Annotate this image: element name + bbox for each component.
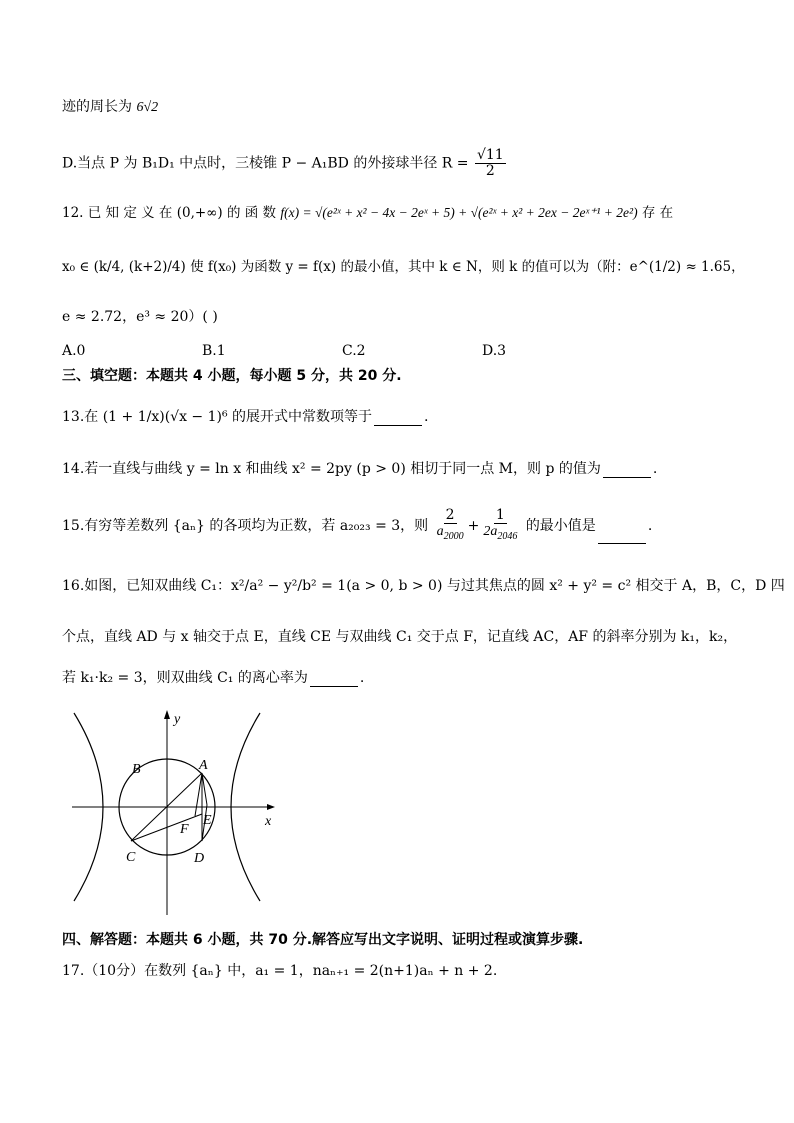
q16-line2: 个点，直线 AD 与 x 轴交于点 E，直线 CE 与双曲线 C₁ 交于点 F，记直线 AC，AF 的斜率分别为 k₁，k₂， [62, 629, 738, 645]
label-a: A [199, 758, 208, 773]
q13-text: 13.在 (1 + 1/x)(√x − 1)⁶ 的展开式中常数项等于 [62, 409, 373, 425]
q16-blank [310, 672, 358, 687]
q14-text: 14.若一直线与曲线 y = ln x 和曲线 x² = 2py (p > 0) 相切于同一点 M，则 p 的值为 [62, 461, 601, 477]
q17-line: 17.（10分）在数列 {aₙ} 中，a₁ = 1，naₙ₊₁ = 2(n+1)aₙ + n + 2. [62, 963, 498, 979]
radius-num: √11 [476, 147, 504, 163]
q14-line: 14.若一直线与曲线 y = ln x 和曲线 x² = 2py (p > 0) 相切于同一点 M，则 p 的值为 . [62, 461, 658, 477]
q15-frac2: $\frac{1}{2a_{2046}}$ [483, 507, 518, 542]
line-perimeter [62, 98, 158, 117]
q13-line: 13.在 (1 + 1/x)(√x − 1)⁶ 的展开式中常数项等于 . [62, 409, 429, 425]
perimeter-value: 6√2 [136, 100, 159, 115]
q12-function: f(x) = √(e²ˣ + x² − 4x − 2eˣ + 5) + √(e²ˣ + x² + 2ex − 2eˣ⁺¹ + 2e²) [280, 205, 638, 220]
line-af [195, 773, 202, 816]
hyperbola-circle-figure [62, 705, 292, 920]
q12-line3-text: e ≈ 2.72，e³ ≈ 20）( ) [62, 309, 218, 325]
option-d-text: D.当点 P 为 B₁D₁ 中点时，三棱锥 P − A₁BD 的外接球半径 R = [62, 155, 469, 172]
q16-line3-text: 若 k₁·k₂ = 3，则双曲线 C₁ 的离心率为 [62, 670, 308, 686]
label-c: C [126, 850, 136, 865]
q12-option-d: D.3 [482, 343, 507, 359]
q12-option-b: B.1 [202, 343, 226, 359]
section-3-heading: 三、填空题：本题共 4 小题，每小题 5 分，共 20 分. [62, 368, 402, 384]
label-f: F [180, 822, 189, 837]
q12-line3 [62, 308, 218, 326]
q12-line1-pre: 12. 已 知 定 义 在 (0,+∞) 的 函 数 [62, 205, 277, 221]
label-y: y [174, 712, 181, 727]
section-4-heading: 四、解答题：本题共 6 小题，共 70 分.解答应写出文字说明、证明过程或演算步骤. [62, 932, 584, 948]
q13-blank [374, 411, 422, 426]
label-b: B [132, 762, 141, 777]
q12-option-c: C.2 [342, 343, 366, 359]
q12-line1-post: 存 在 [641, 205, 674, 221]
q15-line: 15.有穷等差数列 {aₙ} 的各项均为正数，若 a₂₀₂₃ = 3，则 $\frac{2}{a_{2000}}$ + $\frac{1}{2a_{2046}}$ 的最小值是 . [62, 507, 653, 542]
radius-fraction [475, 148, 506, 179]
q12-line1 [62, 204, 673, 222]
label-x: x [265, 814, 272, 829]
label-d: D [194, 851, 205, 866]
x-axis-arrow [267, 804, 275, 810]
option-d-line [62, 148, 508, 179]
q16-line1: 16.如图，已知双曲线 C₁：x²/a² − y²/b² = 1(a > 0, b > 0) 与过其焦点的圆 x² + y² = c² 相交于 A，B，C，D 四 [62, 578, 785, 594]
q12-line2 [62, 258, 745, 276]
q15-text-b: 的最小值是 [525, 518, 596, 534]
q15-text-a: 15.有穷等差数列 {aₙ} 的各项均为正数，若 a₂₀₂₃ = 3，则 [62, 518, 429, 534]
q15-frac1: $\frac{2}{a_{2000}}$ [436, 507, 464, 542]
radius-den: 2 [485, 163, 495, 179]
y-axis-arrow [164, 710, 170, 719]
q15-blank [598, 529, 646, 544]
perimeter-text: 迹的周长为 [62, 99, 132, 115]
label-e: E [203, 813, 212, 828]
q16-line3: 若 k₁·k₂ = 3，则双曲线 C₁ 的离心率为 . [62, 670, 365, 686]
q14-blank [603, 463, 651, 478]
q12-line2-text: x₀ ∈ (k/4, (k+2)/4) 使 f(x₀) 为函数 y = f(x) 的最小值，其中 k ∈ N，则 k 的值可以为（附：e^(1/2) ≈ 1.65， [62, 259, 745, 275]
q12-option-a: A.0 [62, 343, 86, 359]
